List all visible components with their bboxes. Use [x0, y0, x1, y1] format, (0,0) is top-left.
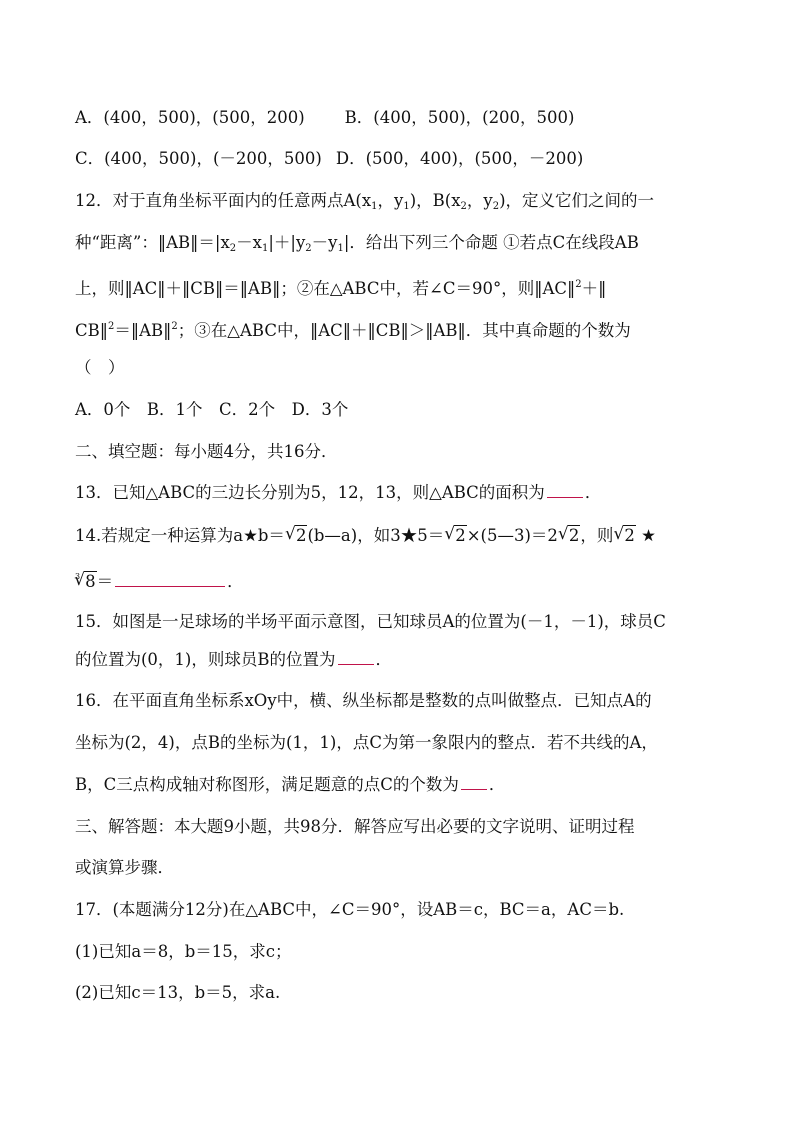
text: ；③在△ABC中，‖AC‖＋‖CB‖＞‖AB‖．其中真命题的个数为 [177, 321, 631, 340]
text: (b—a)，如3★5＝ [307, 526, 445, 545]
q14-line2 [75, 565, 244, 594]
text: 15．如图是一足球场的半场平面示意图，已知球员A的位置为(－1，－1)，球员C [75, 612, 666, 631]
subscript: 2 [229, 243, 237, 254]
subscript: 1 [261, 243, 269, 254]
q12-line1 [75, 189, 654, 219]
text: 的位置为(0，1)，则球员B的位置为 [75, 650, 336, 669]
text: ★ [635, 526, 656, 545]
q11-options-ab [75, 106, 575, 130]
option-b: B．(400，500)，(200，500) [344, 108, 575, 127]
sqrt [558, 524, 581, 548]
text: 坐标为(2，4)，点B的坐标为(1，1)，点C为第一象限内的整点．若不共线的A， [75, 733, 658, 752]
section-title: 二、填空题：每小题4分，共16分． [75, 442, 338, 461]
superscript: 2 [108, 321, 115, 332]
text: ． [227, 572, 244, 591]
answer-blank[interactable] [115, 570, 225, 587]
text: 或演算步骤． [75, 858, 174, 877]
text: ，y [377, 191, 404, 210]
text: 14.若规定一种运算为a★b＝ [75, 526, 285, 545]
text: CB‖ [75, 321, 108, 340]
radicand: 2 [624, 526, 635, 545]
sqrt [613, 524, 636, 548]
text: ＝ [96, 572, 114, 591]
text: ＝‖AB‖ [114, 321, 172, 340]
text: ，y [466, 191, 493, 210]
text: )，B(x [409, 191, 461, 210]
text: ，则 [580, 526, 614, 545]
q16-line2 [75, 731, 658, 755]
q12-answer-paren [75, 356, 125, 380]
q15-line2 [75, 648, 392, 672]
text: (1)已知a＝8，b＝15，求c； [75, 942, 292, 961]
radicand: 2 [455, 526, 466, 545]
text: ． [375, 650, 392, 669]
superscript: 2 [171, 321, 178, 332]
section-2-heading [75, 440, 338, 464]
section-3-heading-line1 [75, 815, 635, 839]
text: 16．在平面直角坐标系xOy中，横、纵坐标都是整数的点叫做整点．已知点A的 [75, 691, 652, 710]
cube-root [74, 570, 97, 594]
sqrt [444, 524, 467, 548]
section-3-heading-line2 [75, 856, 174, 880]
radicand: 2 [295, 526, 307, 545]
text: 13．已知△ABC的三边长分别为5，12，13，则△ABC的面积为 [75, 483, 545, 502]
q12-options [75, 398, 348, 422]
text: |＋|y [268, 233, 306, 252]
q17-part1 [75, 940, 292, 964]
subscript: 1 [337, 243, 344, 254]
radicand: 8 [85, 572, 96, 591]
q12-line2 [75, 231, 639, 261]
text: 17．(本题满分12分)在△ABC中，∠C＝90°，设AB＝c，BC＝a，AC＝b. [75, 900, 625, 919]
option-a: A．(400，500)，(500，200) [75, 108, 305, 127]
text: ＋‖ [581, 279, 607, 298]
option-d: D．(500，400)，(500，－200) [335, 149, 584, 168]
text: 上，则‖AC‖＋‖CB‖＝‖AB‖；②在△ABC中，若∠C＝90°，则‖AC‖ [75, 279, 576, 298]
answer-parenthesis: （ ） [75, 358, 125, 377]
q17-part2 [75, 981, 280, 1005]
text: ． [584, 483, 602, 502]
text: －y [311, 233, 338, 252]
q15-line1 [75, 610, 666, 634]
q16-line1 [75, 689, 652, 713]
subscript: 1 [371, 201, 378, 212]
text: ． [488, 775, 506, 794]
q16-line3 [75, 773, 505, 797]
answer-blank[interactable] [547, 481, 583, 498]
subscript: 1 [403, 201, 410, 212]
subscript: 2 [305, 243, 312, 254]
q17-stem [75, 898, 624, 922]
q12-line4 [75, 315, 631, 343]
section-title: 三、解答题：本大题9小题，共98分．解答应写出必要的文字说明、证明过程 [75, 817, 635, 836]
text: B，C三点构成轴对称图形，满足题意的点C的个数为 [75, 775, 459, 794]
answer-blank[interactable] [338, 648, 374, 665]
q14-line1 [75, 524, 656, 548]
text: )，定义它们之间的一 [499, 191, 655, 210]
answer-blank[interactable] [461, 773, 487, 790]
radicand: 2 [568, 526, 580, 545]
q11-options-cd [75, 147, 583, 171]
text: ×(5—3)＝2 [466, 526, 558, 545]
q12-line3 [75, 273, 606, 301]
superscript: 2 [575, 279, 582, 290]
sqrt [285, 524, 308, 548]
text: (2)已知c＝13，b＝5，求a. [75, 983, 281, 1002]
text: －x [236, 233, 262, 252]
text: 12．对于直角坐标平面内的任意两点A(x [75, 191, 372, 210]
subscript: 2 [460, 201, 467, 212]
option-c: C．(400，500)，(－200，500) [75, 149, 322, 168]
q13 [75, 481, 601, 505]
subscript: 2 [492, 201, 500, 212]
root-index: 3 [75, 572, 81, 581]
options: A．0个 B．1个 C．2个 D．3个 [75, 400, 349, 419]
text: 种“距离”：‖AB‖＝|x [75, 233, 230, 252]
text: |．给出下列三个命题 ①若点C在线段AB [343, 233, 639, 252]
